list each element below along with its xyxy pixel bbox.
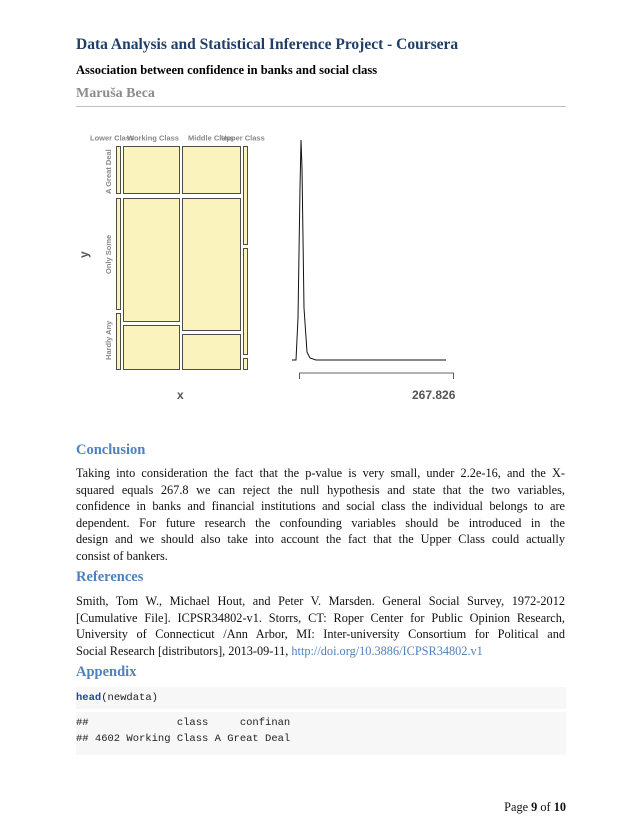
reference-line-last	[76, 643, 565, 660]
mosaic-cell-working-some	[124, 199, 180, 322]
conclusion-line: design and we should also take into account the fact that the Upper Class could actually	[76, 532, 565, 547]
conclusion-line: dependent. For future research the confounding variables should be introduced in the	[76, 515, 565, 530]
mosaic-row-label-some: Only Some	[104, 234, 113, 274]
mosaic-cell-middle-some	[183, 199, 241, 331]
code-function: head	[76, 692, 102, 704]
mosaic-cell-upper-hardly	[244, 359, 248, 370]
mosaic-x-axis-label: x	[177, 388, 184, 402]
mosaic-col-label-upper: Upper Class	[221, 133, 265, 143]
author-name: Maruša Beca	[76, 86, 155, 101]
mosaic-cell-working-great	[124, 147, 180, 194]
mosaic-plot	[77, 134, 265, 403]
appendix-heading: Appendix	[76, 664, 137, 680]
mosaic-cell-lower-hardly	[117, 314, 121, 370]
figure-mosaic-density	[76, 128, 466, 404]
code-output-line: ## 4602 Working Class A Great Deal	[76, 733, 291, 745]
conclusion-line: Taking into consideration the fact that the p-value is very small, under 2.2e-16, and the X-	[76, 466, 565, 480]
reference-line: University of Connecticut /Ann Arbor, MI: Inter-university Consortium for Political and	[76, 627, 565, 642]
mosaic-cell-upper-great	[244, 147, 248, 245]
document-title: Data Analysis and Statistical Inference Project - Coursera	[76, 36, 459, 53]
references-paragraph	[76, 593, 565, 659]
references-heading: References	[76, 569, 144, 585]
code-output-line: ## class confinan	[76, 717, 291, 729]
reference-doi-link[interactable]: http://doi.org/10.3886/ICPSR34802.v1	[291, 643, 483, 658]
page-footer	[0, 800, 566, 815]
footer-page-number: 9	[531, 800, 538, 814]
density-curve	[292, 140, 446, 360]
mosaic-col-label-lower: Lower Class	[90, 133, 135, 143]
mosaic-cell-upper-some	[244, 249, 248, 355]
mosaic-row-label-hardly: Hardly Any	[104, 320, 113, 360]
conclusion-paragraph	[76, 465, 565, 565]
mosaic-col-label-middle: Middle Class	[188, 133, 234, 143]
code-argument: (newdata)	[101, 692, 158, 704]
mosaic-cell-working-hardly	[124, 326, 180, 370]
mosaic-col-label-working: Working Class	[127, 133, 179, 143]
conclusion-heading: Conclusion	[76, 442, 146, 458]
code-output-block	[76, 712, 566, 755]
reference-line: [Cumulative File]. ICPSR34802-v1. Storrs, CT: Roper Center for Public Opinion Research,	[76, 610, 565, 625]
density-plot	[292, 140, 456, 402]
density-x-tick-label: 267.826	[412, 388, 456, 402]
header-divider	[76, 106, 566, 107]
reference-line: Smith, Tom W., Michael Hout, and Peter V. Marsden. General Social Survey, 1972-2012	[76, 594, 565, 608]
mosaic-cell-middle-hardly	[183, 335, 241, 370]
mosaic-y-axis-label: y	[77, 251, 91, 258]
conclusion-line: consist of bankers.	[76, 548, 168, 563]
mosaic-cell-lower-great	[117, 147, 121, 194]
conclusion-line: confidence in banks and financial institutions and social class the individual belongs to are	[76, 499, 565, 514]
mosaic-row-label-great: A Great Deal	[104, 149, 113, 194]
footer-page-total: 10	[553, 800, 566, 814]
code-block	[76, 687, 566, 709]
footer-page-word: Page	[504, 800, 529, 814]
conclusion-line: squared equals 267.8 we can reject the null hypothesis and state that the two variables,	[76, 482, 565, 497]
mosaic-cell-lower-some	[117, 199, 121, 310]
mosaic-cell-middle-great	[183, 147, 241, 194]
document-subtitle: Association between confidence in banks and social class	[76, 63, 378, 77]
reference-text: Social Research [distributors], 2013-09-11,	[76, 643, 289, 658]
footer-of-word: of	[540, 800, 551, 814]
density-x-axis	[300, 373, 454, 379]
